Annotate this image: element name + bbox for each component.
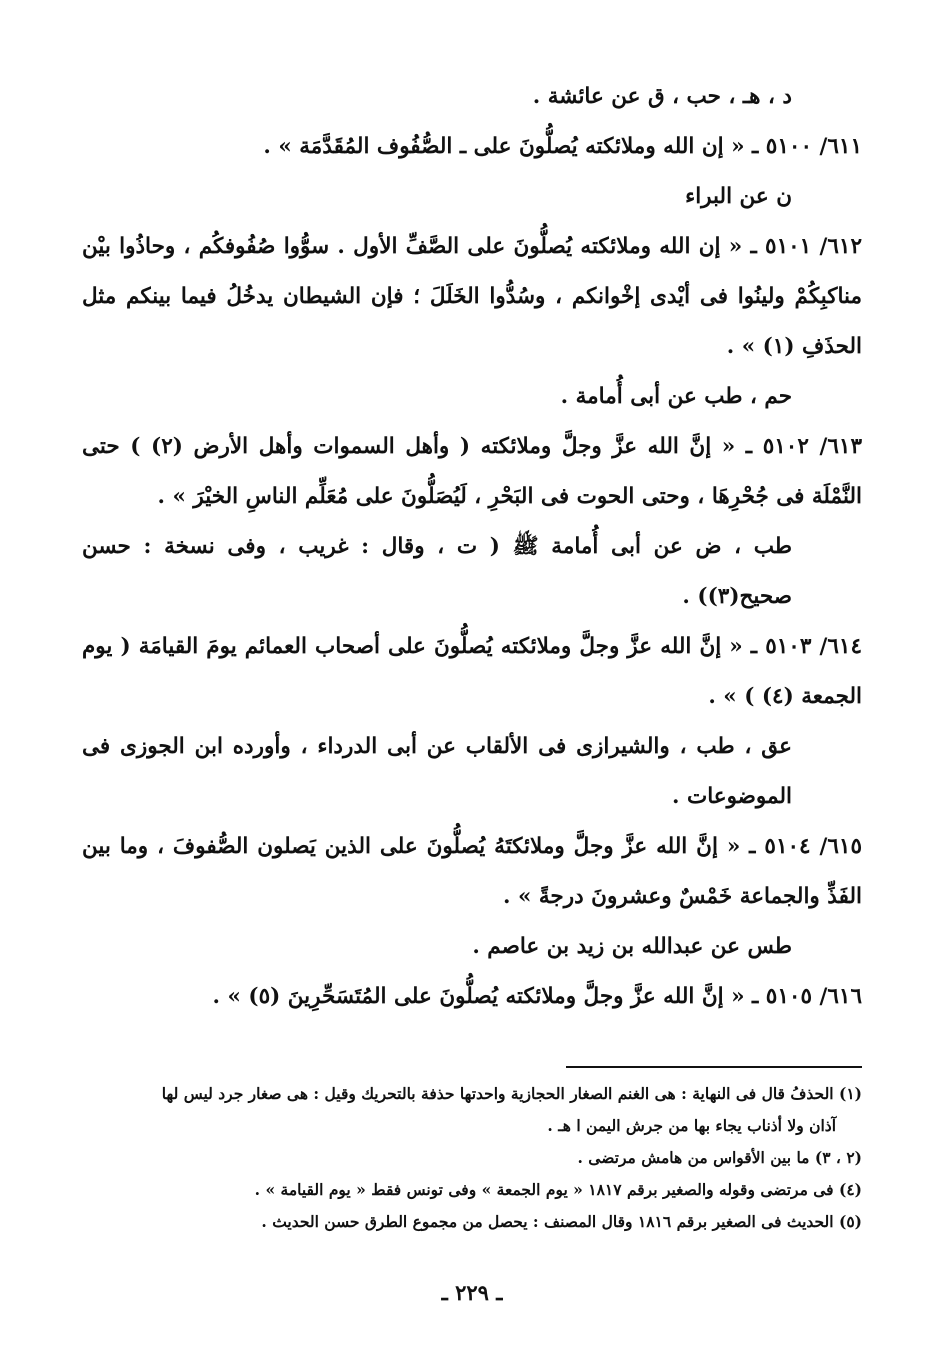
- source-line: عق ، طب ، والشيرازى فى الألقاب عن أبى الدرداء ، وأورده ابن الجوزى فى الموضوعات .: [82, 734, 792, 809]
- hadith-paragraph: ٦١٦/ ٥١٠٥ ـ « إنَّ الله عزَّ وجلَّ وملائكته يُصلُّونَ على المُتَسَحِّرِينَ (٥) » .: [212, 984, 862, 1009]
- footnote-2: [82, 1142, 862, 1174]
- source-line: حم ، طب عن أبى أُمامة .: [560, 384, 792, 409]
- footnote-text: (٥) الحديث فى الصغير برقم ١٨١٦ وقال المصنف : يحصل من مجموع الطرق حسن الحديث .: [261, 1212, 862, 1231]
- hadith-paragraph: ٦١٤/ ٥١٠٣ ـ « إنَّ الله عزَّ وجلَّ وملائكته يُصلُّونَ على أصحاب العمائم يومَ القيامَة ( يوم الجمعة (٤) ) » .: [82, 634, 862, 709]
- footnote-1: [82, 1078, 862, 1142]
- footnote-divider: [566, 1066, 862, 1068]
- hadith-paragraph: ٦١١/ ٥١٠٠ ـ « إن الله وملائكته يُصلُّونَ على ـ الصُّفُوف المُقَدَّمَة » .: [263, 134, 862, 159]
- main-text: [82, 72, 862, 1022]
- source-line: د ، هـ ، حب ، ق عن عائشة .: [532, 84, 792, 109]
- footnote-text: (١) الحذفُ قال فى النهاية : هى الغنم الصغار الحجازية واحدتها حذفة بالتحريك وقيل : هى صغار جرد ليس لها: [161, 1084, 862, 1103]
- footnote-continuation: آذان ولا أذناب يجاء بها من جرش اليمن ا هـ .: [547, 1116, 836, 1135]
- footnote-4: [82, 1174, 862, 1206]
- hadith-paragraph: ٦١٣/ ٥١٠٢ ـ « إنَّ الله عزَّ وجلَّ وملائكته ( وأهل السموات وأهل الأرض (٢) ) حتى النَّمْلَة فى جُحْرِهَا ، وحتى الحوت فى البَحْرِ ، لَيُصَلُّونَ على مُعَلِّم الناسِ الخيْرَ » .: [82, 434, 862, 509]
- footnote-text: (٤) فى مرتضى وقوله والصغير برقم ١٨١٧ « يوم الجمعة » وفى تونس فقط « يوم القيامة » .: [254, 1180, 862, 1199]
- source-line: ن عن البراء: [685, 184, 792, 209]
- page-number: ـ ٢٢٩ ـ: [441, 1280, 503, 1305]
- source-line: طس عن عبدالله بن زيد بن عاصم .: [472, 934, 792, 959]
- footnotes: [82, 1078, 862, 1238]
- hadith-paragraph: ٦١٥/ ٥١٠٤ ـ « إنَّ الله عزَّ وجلَّ وملائكتَهُ يُصلُّونَ على الذين يَصلون الصُّفوفَ ، وما بين الفَذِّ والجماعة خَمْسٌ وعشرونَ درجةً » .: [82, 834, 863, 909]
- footnote-text: (٢ ، ٣) ما بين الأقواس من هامش مرتضى .: [577, 1148, 862, 1167]
- footnote-5: [82, 1206, 862, 1238]
- source-line: طب ، ض عن أبى أُمامة ﷺ ( ت ، وقال : غريب ، وفى نسخة : حسن صحيح(٣)) .: [82, 534, 792, 609]
- hadith-paragraph: ٦١٢/ ٥١٠١ ـ « إن الله وملائكته يُصلُّونَ على الصَّفِّ الأول . سوُّوا صُفُوفكُم ، وحاذُوا بيْن مناكبِكُمْ ولينُوا فى أيْدى إخْوانكم ، وسُدُّوا الخَلَلَ ؛ فإن الشيطان يدخُلُ فيما بينكم مثل الحذَفِ (١) » .: [82, 234, 862, 359]
